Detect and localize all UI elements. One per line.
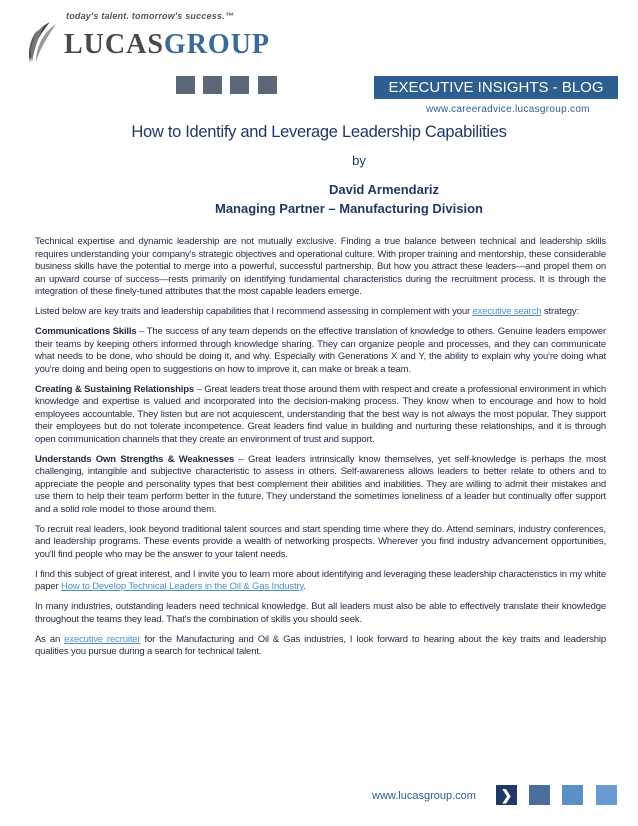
paragraph-communications: Communications Skills – The success of any team depends on the effective translation of knowledge to others. Genuine leaders empower their teams by keeping others informed through knowledge sharing. They can organize people and processes, and they can communicate what needs to be done, who should be doing it, and why. Especially with Generations X and Y, the ability to explain why you're doing what you're doing and being open to suggestions on how to improve it, can make or break a team. [35,326,606,375]
trait-heading: Communications Skills [35,326,137,337]
paragraph-technical: In many industries, outstanding leaders need technical knowledge. But all leaders must also be able to effectively translate their knowledge throughout the teams they lead. That's the combination of skills you should seek. [35,601,606,625]
byline-by: by [352,153,366,168]
white-paper-link[interactable]: How to Develop Technical Leaders in the Oil & Gas Industry [61,581,304,592]
next-arrow-icon[interactable]: ❯ [496,785,517,805]
trait-heading: Understands Own Strengths & Weaknesses [35,453,235,465]
lucasgroup-logo-icon [20,20,64,64]
paragraph-traits-intro: Listed below are key traits and leadership capabilities that I recommend assessing in complement with your executive search strategy: [35,306,580,317]
lucasgroup-url[interactable]: www.lucasgroup.com [372,790,476,802]
paragraph-strengths: Understands Own Strengths & Weaknesses – Great leaders intrinsically know themselves, yet self-knowledge is perhaps the most challenging, intangible and subjective characteristic to assess in others. Self-awareness allows leaders to better relate to others and to appreciate the people and personality types that best complement their abilities and inabilities. They are willing to admit their mistakes and use them to help their team perform better in the future. They understand the sometimes loneliness of a leader but continually offer support and a solid role model to those around them. [35,453,606,515]
header-square [230,76,249,94]
author-role: Managing Partner – Manufacturing Division [215,201,483,216]
executive-recruiter-link[interactable]: executive recruiter [64,633,141,645]
blog-banner: EXECUTIVE INSIGHTS - BLOG [374,76,618,99]
article-body [35,236,606,666]
footer-square [529,785,550,805]
article-title: How to Identify and Leverage Leadership Capabilities [131,123,507,141]
paragraph-white-paper: I find this subject of great interest, and I invite you to learn more about identifying and leveraging these leadership characteristics in my white paper How to Develop Technical Leaders in the Oil & Gas Industry. [35,568,606,592]
paragraph-relationships: Creating & Sustaining Relationships – Great leaders treat those around them with respect and create a professional environment in which knowledge and expertise is valued and incorporated into the decision-making process. They know when to encourage and how to hold employees accountable. They listen but are not acquiescent, understanding that the best way is not always the most popular. They support their employees but do not tolerate incompetence. Great leaders find value in building and nurturing these relationships, and it is through open communication channels that they create an environment of trust and support. [35,383,606,445]
paragraph-intro: Technical expertise and dynamic leadership are not mutually exclusive. Finding a true balance between technical and leadership skills requires understanding your company's strategic objectives and operational culture. With proper training and mentorship, these considerable business skills have the potential to merge into a powerful, successful partnership. But how you attract these leaders—and propel them on an upward course of success—rests primarily on identifying fundamental characteristics during the recruitment process. It is through the integration of these finely-tuned attributes that the most capable leaders emerge. [35,236,606,297]
career-advice-url[interactable]: www.careeradvice.lucasgroup.com [426,104,590,115]
trait-heading: Creating & Sustaining Relationships [35,383,195,395]
executive-search-link[interactable]: executive search [472,306,542,317]
header-square [176,76,195,94]
paragraph-closing: As an executive recruiter for the Manufacturing and Oil & Gas industries, I look forward to hearing about the key traits and leadership qualities you pursue during a search for technical talent. [35,633,606,657]
tagline: today's talent. tomorrow's success.™ [66,11,235,21]
header-square [258,76,277,94]
brand-name: LUCASGROUP [64,29,271,60]
paragraph-recruit: To recruit real leaders, look beyond traditional talent sources and start spending time where they do. Attend seminars, industry conferences, and leadership programs. These events provide a wealth of networking prospects. Wherever you find industry advancement opportunities, you'll find people who may be the answer to your talent needs. [35,523,606,560]
author-name: David Armendariz [328,182,440,197]
footer-square [596,785,617,805]
header-square [203,76,222,94]
footer-square [562,785,583,805]
